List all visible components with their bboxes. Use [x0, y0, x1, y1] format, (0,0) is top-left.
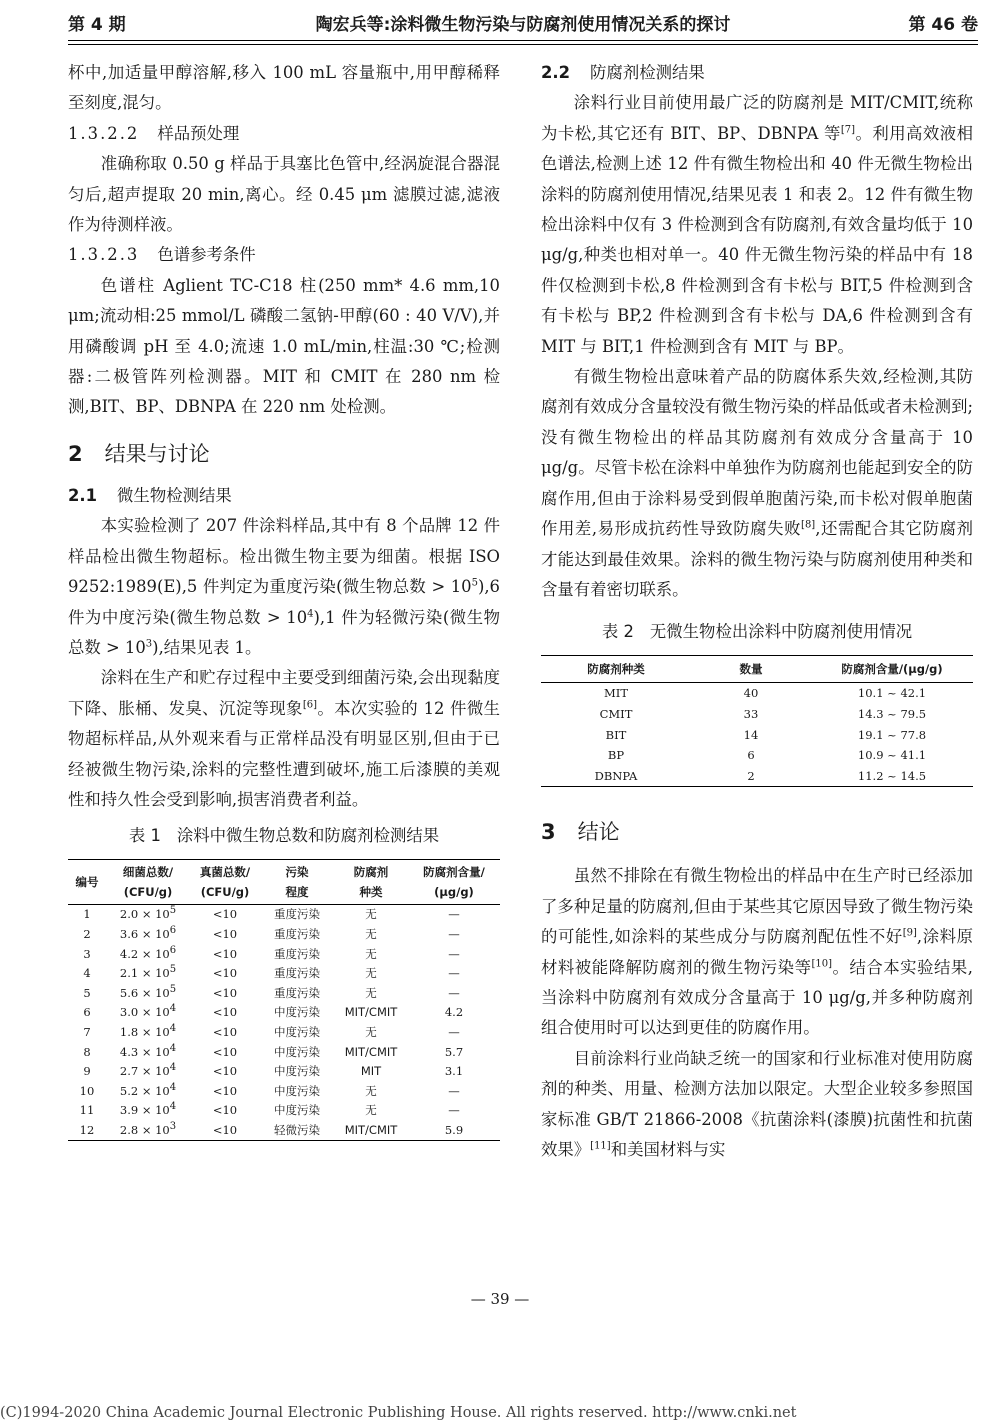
subsection-title: 样品预处理: [157, 123, 240, 143]
t1-cell-fungi: <10: [212, 1103, 238, 1118]
subsection-title: 微生物检测结果: [117, 485, 232, 505]
t1-cell-content: 3.1: [444, 1064, 464, 1079]
t1-cell-no: 2: [83, 926, 91, 941]
paragraph-pretreatment: 准确称取 0.50 g 样品于具塞比色管中,经涡旋混合器混匀后,超声提取 20 min,离心。经 0.45 μm 滤膜过滤,滤液作为待测样液。: [68, 154, 500, 235]
t1-cell-bacteria: 3.9 × 104: [119, 1101, 177, 1118]
t1-cell-bacteria: 5.6 × 105: [119, 983, 177, 1000]
t1-cell-fungi: <10: [212, 1044, 238, 1059]
table1-number: 表 1: [128, 826, 161, 846]
t1-cell-bacteria: 3.6 × 106: [119, 925, 177, 941]
t1-cell-bacteria: 4.3 × 104: [119, 1042, 177, 1059]
table-row: [68, 1101, 500, 1121]
t1-cell-bacteria: 3.0 × 104: [119, 1003, 177, 1020]
t2-cell-type: MIT: [604, 686, 628, 701]
t1-cell-pollution: 重度污染: [274, 966, 320, 981]
t1-cell-fungi: <10: [212, 985, 238, 1000]
running-title: 陶宏兵等:涂料微生物污染与防腐剂使用情况关系的探讨: [315, 15, 731, 35]
t1-cell-pollution: 轻微污染: [274, 1122, 320, 1137]
t1-header-fungi: 真菌总数/ (CFU/g): [190, 860, 260, 905]
paragraph-continued: 杯中,加适量甲醇溶解,移入 100 mL 容量瓶中,用甲醇稀释至刻度,混匀。: [68, 63, 500, 113]
table-row: [68, 1023, 500, 1043]
running-header: [68, 4, 978, 38]
t1-cell-pollution: 重度污染: [274, 946, 320, 961]
t1-cell-content: 4.2: [444, 1005, 464, 1020]
t2-cell-qty: 2: [747, 768, 755, 783]
t1-cell-pollution: 中度污染: [274, 1103, 320, 1118]
t1-cell-fungi: <10: [212, 907, 238, 922]
paragraph-conclusion: 虽然不排除在有微生物检出的样品中在生产时已经添加了多种足量的防腐剂,但由于某些其它原因导致了微生物污染的可能性,如涂料的某些成分与防腐剂配伍性不好[9],涂料原材料被能降解防腐剂的微生物污染等[10]。结合本实验结果,当涂料中防腐剂有效成分含量高于 10 μg/g,并多种防腐剂组合使用时可以达到更佳的防腐作用。: [541, 866, 974, 1038]
table-row: [68, 905, 500, 925]
t1-cell-preservative: 无: [365, 926, 377, 941]
t1-cell-pollution: 重度污染: [274, 985, 320, 1000]
t1-cell-no: 11: [79, 1103, 95, 1118]
citation-ref: [10]: [811, 958, 833, 970]
t1-cell-pollution: 中度污染: [274, 1005, 320, 1020]
table2-body: [541, 683, 973, 787]
t1-cell-content: —: [448, 946, 460, 961]
t1-header-preservative: 防腐剂 种类: [334, 860, 408, 905]
header-rule: [68, 40, 978, 41]
paragraph-preservative-results: 涂料行业目前使用最广泛的防腐剂是 MIT/CMIT,统称为卡松,其它还有 BIT、BP、DBNPA 等[7]。利用高效液相色谱法,检测上述 12 件有微生物检出和 40 件无微生物检出涂料的防腐剂使用情况,结果见表 1 和表 2。12 件有微生物检出涂料中仅有 3 件检测到含有防腐剂,有效含量均低于 10 μg/g,种类也相对单一。40 件无微生物污染的样品中有 18 件仅检测到卡松,8 件检测到含有卡松与 BIT,5 件检测到含有卡松与 BP,2 件检测到含有卡松与 DA,6 件检测到含有 MIT 与 BIT,1 件检测到含有 MIT 与 BP。: [541, 93, 974, 356]
citation-ref: [9]: [902, 927, 917, 939]
table-row: [541, 725, 973, 746]
t2-cell-type: CMIT: [599, 706, 633, 721]
subsection-title: 防腐剂检测结果: [590, 63, 705, 82]
t1-cell-bacteria: 1.8 × 104: [119, 1023, 177, 1039]
t1-cell-content: —: [448, 1083, 460, 1098]
table2-caption: [541, 619, 973, 645]
t1-cell-content: —: [448, 907, 460, 922]
t1-cell-content: —: [448, 966, 460, 981]
table-row: [68, 925, 500, 945]
table2-number: 表 2: [601, 622, 634, 642]
table-row: [68, 945, 500, 965]
subsection-title: 色谱参考条件: [157, 245, 256, 265]
table-row: [68, 984, 500, 1004]
table2: [541, 655, 973, 787]
t2-cell-qty: 40: [743, 686, 759, 701]
section-title: 结论: [577, 820, 620, 845]
t1-cell-preservative: 无: [365, 985, 377, 1000]
table-row: [68, 1121, 500, 1141]
header-rule-thin: [68, 44, 978, 45]
copyright-footer: (C)1994-2020 China Academic Journal Electronic Publishing House. All rights reserved. http://www.cnki.net: [0, 1405, 797, 1421]
subsection-heading-1322: [68, 119, 500, 149]
t2-cell-type: DBNPA: [594, 768, 638, 783]
t1-cell-preservative: 无: [365, 1024, 377, 1039]
t1-cell-no: 9: [83, 1064, 91, 1079]
t1-cell-bacteria: 5.2 × 104: [119, 1081, 177, 1098]
t1-cell-no: 7: [83, 1024, 91, 1039]
t1-cell-content: 5.9: [444, 1122, 464, 1137]
t1-cell-fungi: <10: [212, 1083, 238, 1098]
section-number: 3: [541, 820, 556, 845]
table2-title: 无微生物检出涂料中防腐剂使用情况: [649, 622, 913, 642]
t1-cell-pollution: 重度污染: [274, 907, 320, 922]
citation-ref: [11]: [590, 1140, 611, 1152]
table-row: [541, 683, 973, 704]
paragraph-failure: 有微生物检出意味着产品的防腐体系失效,经检测,其防腐剂有效成分含量较没有微生物污染的样品低或者未检测到;没有微生物检出的样品其防腐剂有效成分含量高于 10 μg/g。尽管卡松在涂料中单独作为防腐剂也能起到安全的防腐作用,但由于涂料易受到假单胞菌污染,而卡松对假单胞菌作用差,易形成抗药性导致防腐失败[8],还需配合其它防腐剂才能达到最佳效果。涂料的微生物污染与防腐剂使用种类和含量有着密切联系。: [541, 367, 973, 599]
subsection-number: 2.2: [541, 63, 571, 82]
t2-cell-qty: 6: [747, 748, 755, 763]
table1: [68, 859, 500, 1141]
t1-cell-pollution: 中度污染: [274, 1083, 320, 1098]
citation-ref: [6]: [302, 699, 317, 711]
t1-cell-fungi: <10: [212, 1064, 238, 1079]
right-column: [541, 58, 973, 1165]
table-row: [68, 1062, 500, 1082]
t2-header-qty: 数量: [691, 656, 811, 683]
t1-cell-pollution: 中度污染: [274, 1064, 320, 1079]
page-number: — 39 —: [470, 1290, 530, 1308]
t1-header-bacteria: 细菌总数/ (CFU/g): [106, 860, 190, 905]
section-number: 2: [68, 441, 83, 466]
t1-cell-no: 3: [83, 946, 91, 961]
t1-cell-preservative: MIT/CMIT: [344, 1044, 398, 1059]
subsection-heading-1323: [68, 240, 500, 270]
t1-cell-no: 1: [83, 907, 91, 922]
table-row: [541, 704, 973, 725]
t1-cell-no: 8: [83, 1044, 91, 1059]
table1-body: [68, 905, 500, 1141]
table1-title: 涂料中微生物总数和防腐剂检测结果: [176, 826, 440, 846]
table-row: [68, 1082, 500, 1102]
t1-cell-fungi: <10: [212, 1024, 238, 1039]
t1-cell-preservative: 无: [365, 907, 377, 922]
t2-cell-content: 11.2 ~ 14.5: [857, 768, 927, 783]
t2-cell-type: BP: [607, 748, 625, 763]
t2-cell-content: 19.1 ~ 77.8: [857, 727, 927, 742]
volume-label: 第 46 卷: [908, 15, 978, 35]
t1-cell-bacteria: 2.0 × 105: [119, 905, 177, 922]
t1-cell-content: —: [448, 1024, 460, 1039]
t1-cell-content: —: [448, 985, 460, 1000]
section-heading-2: [68, 439, 500, 469]
t1-cell-bacteria: 2.1 × 105: [119, 964, 177, 981]
t1-header-no: 编号: [68, 860, 106, 905]
subsection-number: 1.3.2.2: [68, 123, 140, 143]
subsection-heading-21: [68, 481, 500, 511]
table1-caption: [68, 823, 500, 849]
t1-cell-preservative: 无: [365, 946, 377, 961]
t1-cell-pollution: 中度污染: [274, 1044, 320, 1059]
table-row: [68, 1003, 500, 1023]
t2-cell-content: 10.9 ~ 41.1: [857, 748, 927, 763]
t1-cell-no: 10: [79, 1083, 95, 1098]
t1-cell-fungi: <10: [212, 926, 238, 941]
t1-cell-pollution: 中度污染: [274, 1024, 320, 1039]
t1-cell-pollution: 重度污染: [274, 926, 320, 941]
t1-cell-preservative: MIT/CMIT: [344, 1005, 398, 1020]
t1-cell-bacteria: 2.7 × 104: [119, 1062, 177, 1079]
t1-cell-preservative: MIT/CMIT: [344, 1122, 398, 1137]
t1-cell-content: —: [448, 926, 460, 941]
t1-cell-fungi: <10: [212, 946, 238, 961]
t2-header-content: 防腐剂含量/(μg/g): [811, 656, 973, 683]
t1-header-pollution: 污染 程度: [260, 860, 334, 905]
t1-cell-no: 4: [83, 966, 91, 981]
paragraph-standards: 目前涂料行业尚缺乏统一的国家和行业标准对使用防腐剂的种类、用量、检测方法加以限定。大型企业较多参照国家标准 GB/T 21866-2008《抗菌涂料(漆膜)抗菌性和抗菌效果》[11]和美国材料与实: [541, 1048, 973, 1159]
left-column: [68, 58, 500, 1141]
table-row: [541, 745, 973, 766]
t1-cell-bacteria: 4.2 × 106: [119, 944, 177, 961]
t2-cell-qty: 33: [743, 706, 759, 721]
t1-cell-fungi: <10: [212, 966, 238, 981]
t1-cell-content: 5.7: [444, 1044, 464, 1059]
paragraph-chromatography: 色谱柱 Aglient TC-C18 柱(250 mm* 4.6 mm,10 μm;流动相:25 mmol/L 磷酸二氢钠-甲醇(60 : 40 V/V),并用磷酸调 pH 至 4.0;流速 1.0 mL/min,柱温:30 ℃;检测器:二极管阵列检测器。MIT 和 CMIT 在 280 nm 检测,BIT、BP、DBNPA 在 220 nm 处检测。: [68, 275, 500, 417]
issue-label: 第 4 期: [68, 15, 126, 35]
t2-cell-qty: 14: [743, 727, 759, 742]
paragraph-production: 涂料在生产和贮存过程中主要受到细菌污染,会出现黏度下降、胀桶、发臭、沉淀等现象[6]。本次实验的 12 件微生物超标样品,从外观来看与正常样品没有明显区别,但由于已经被微生物污染,涂料的完整性遭到破坏,施工后漆膜的美观性和持久性会受到影响,损害消费者利益。: [68, 668, 500, 809]
subsection-number: 2.1: [68, 485, 98, 505]
t1-cell-no: 6: [83, 1005, 91, 1020]
subsection-number: 1.3.2.3: [68, 245, 140, 265]
t2-cell-content: 14.3 ~ 79.5: [857, 706, 927, 721]
t1-cell-preservative: 无: [365, 966, 377, 981]
t2-cell-type: BIT: [605, 727, 627, 742]
citation-ref: [7]: [840, 124, 856, 136]
table-row: [541, 766, 973, 787]
t1-cell-fungi: <10: [212, 1122, 238, 1137]
t1-cell-fungi: <10: [212, 1005, 238, 1020]
citation-ref: [8]: [801, 519, 816, 531]
t2-header-type: 防腐剂种类: [541, 656, 691, 683]
subsection-heading-22: [541, 58, 973, 88]
section-title: 结果与讨论: [104, 441, 210, 466]
t1-cell-no: 5: [83, 985, 91, 1000]
t1-header-content: 防腐剂含量/ (μg/g): [408, 860, 500, 905]
table-row: [68, 964, 500, 984]
table-row: [68, 1043, 500, 1063]
t2-cell-content: 10.1 ~ 42.1: [857, 686, 927, 701]
t1-cell-preservative: 无: [365, 1103, 377, 1118]
section-heading-3: [541, 817, 973, 847]
t1-cell-content: —: [448, 1103, 460, 1118]
t1-cell-no: 12: [79, 1122, 95, 1137]
paragraph-microbe-results: 本实验检测了 207 件涂料样品,其中有 8 个品牌 12 件样品检出微生物超标。检出微生物主要为细菌。根据 ISO 9252:1989(E),5 件判定为重度污染(微生物总数 > $10^5),6$ 件为中度污染(微生物总数 > $10^4),1$ 件为轻微污染(微生物总数 > $10^3$),结果见表 1。: [68, 516, 501, 657]
t1-cell-bacteria: 2.8 × 103: [119, 1121, 177, 1137]
t1-cell-preservative: 无: [365, 1083, 377, 1098]
t1-cell-preservative: MIT: [360, 1064, 382, 1079]
